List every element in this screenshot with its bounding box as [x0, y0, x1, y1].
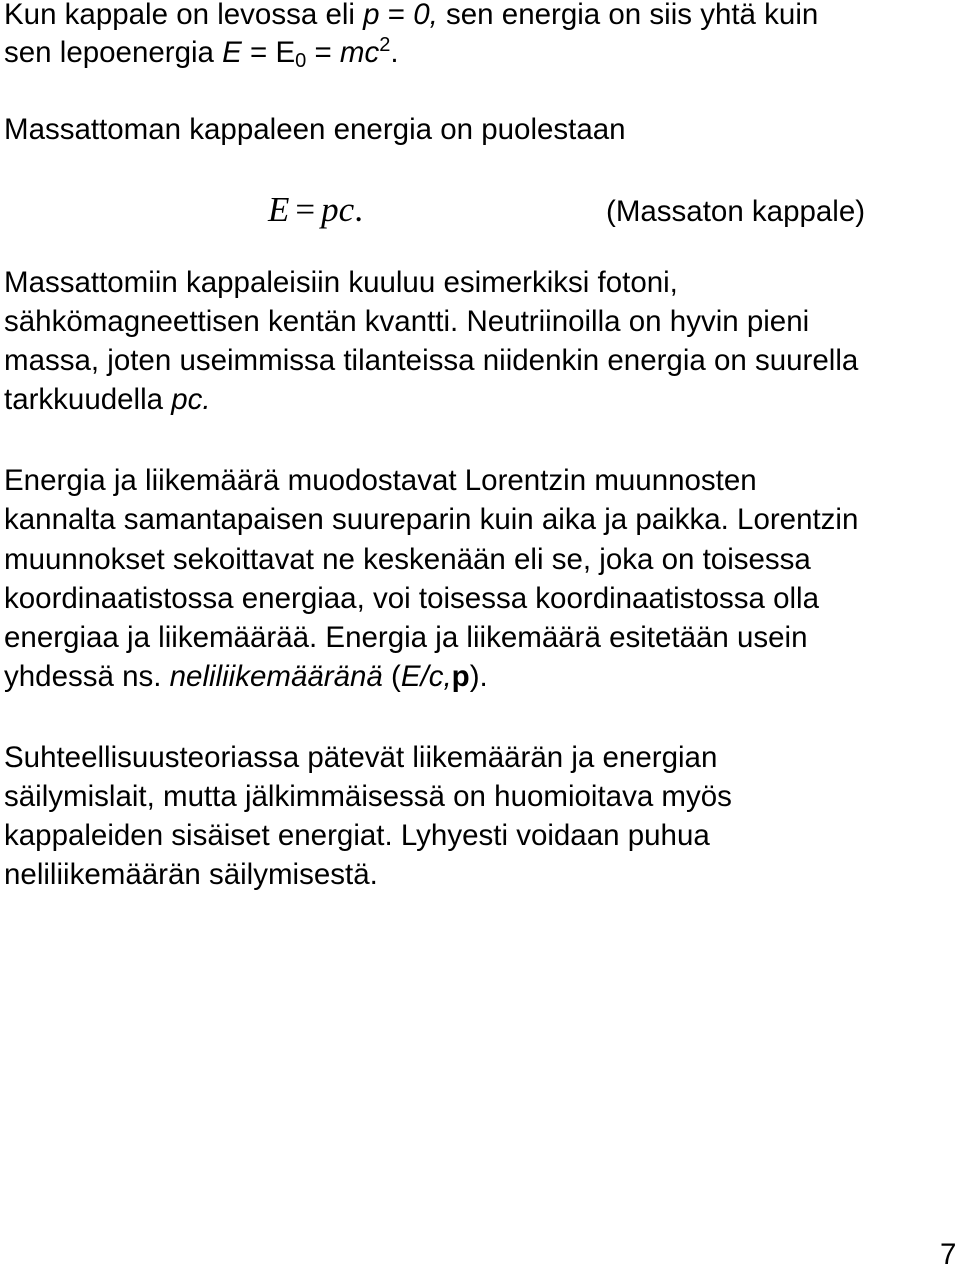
page-number: 7 — [940, 1238, 957, 1271]
para3-line3: massa, joten useimmissa tilanteissa niidenkin energia on suurella — [4, 344, 859, 377]
energy-over-c: E/c, — [400, 660, 452, 693]
para4-line3: muunnokset sekoittavat ne keskenään eli se, joka on toisessa — [4, 543, 811, 576]
para3-line2: sähkömagneettisen kentän kvantti. Neutriinoilla on hyvin pieni — [4, 305, 810, 338]
para2-line1: Massattoman kappaleen energia on puolestaan — [4, 113, 626, 146]
para4-line5: energiaa ja liikemäärää. Energia ja liikemäärä esitetään usein — [4, 621, 808, 654]
para5-line1: Suhteellisuusteoriassa pätevät liikemäärän ja energian — [4, 741, 718, 774]
equation-end: . — [354, 190, 363, 229]
equation-massless-energy — [268, 192, 363, 227]
energy-symbol: E — [222, 36, 242, 69]
momentum-symbol: p — [363, 0, 380, 31]
text: ( — [382, 660, 401, 693]
equation-operator: = — [295, 190, 316, 229]
text: tarkkuudella — [4, 383, 172, 416]
text: sen energia on siis yhtä kuin — [437, 0, 819, 31]
text: = — [379, 0, 414, 31]
para3-line4 — [4, 385, 211, 415]
para4-line2: kannalta samantapaisen suureparin kuin aika ja paikka. Lorentzin — [4, 503, 859, 536]
zero-value: 0, — [413, 0, 438, 31]
subscript-zero: 0 — [295, 50, 307, 72]
para5-line2: säilymislait, mutta jälkimmäisessä on huomioitava myös — [4, 780, 732, 813]
text: ). — [469, 660, 488, 693]
text: yhdessä ns. — [4, 660, 170, 693]
text: sen lepoenergia — [4, 36, 223, 69]
pc-symbol: pc. — [171, 383, 211, 416]
para3-line1: Massattomiin kappaleisiin kuuluu esimerkiksi fotoni, — [4, 266, 678, 299]
text: . — [390, 36, 399, 69]
para5-line3: kappaleiden sisäiset energiat. Lyhyesti voidaan puhua — [4, 819, 710, 852]
equation-rhs: pc — [321, 190, 355, 229]
para4-line4: koordinaatistossa energiaa, voi toisessa koordinaatistossa olla — [4, 582, 819, 615]
para5-line4: neliliikemäärän säilymisestä. — [4, 858, 378, 891]
equation-lhs: E — [268, 190, 290, 229]
para4-line1: Energia ja liikemäärä muodostavat Lorentzin muunnosten — [4, 464, 757, 497]
four-momentum-term: neliliikemääränä — [169, 660, 383, 693]
momentum-vector: p — [451, 660, 470, 693]
equation-label: (Massaton kappale) — [606, 195, 866, 228]
text: = — [306, 36, 340, 69]
text: Kun kappale on levossa eli — [4, 0, 364, 31]
superscript-two: 2 — [379, 33, 391, 56]
para1-line1 — [4, 0, 818, 30]
para1-line2 — [4, 33, 399, 72]
mc-symbol: mc — [339, 36, 380, 69]
text: = E — [241, 36, 296, 69]
para4-line6 — [4, 662, 488, 692]
